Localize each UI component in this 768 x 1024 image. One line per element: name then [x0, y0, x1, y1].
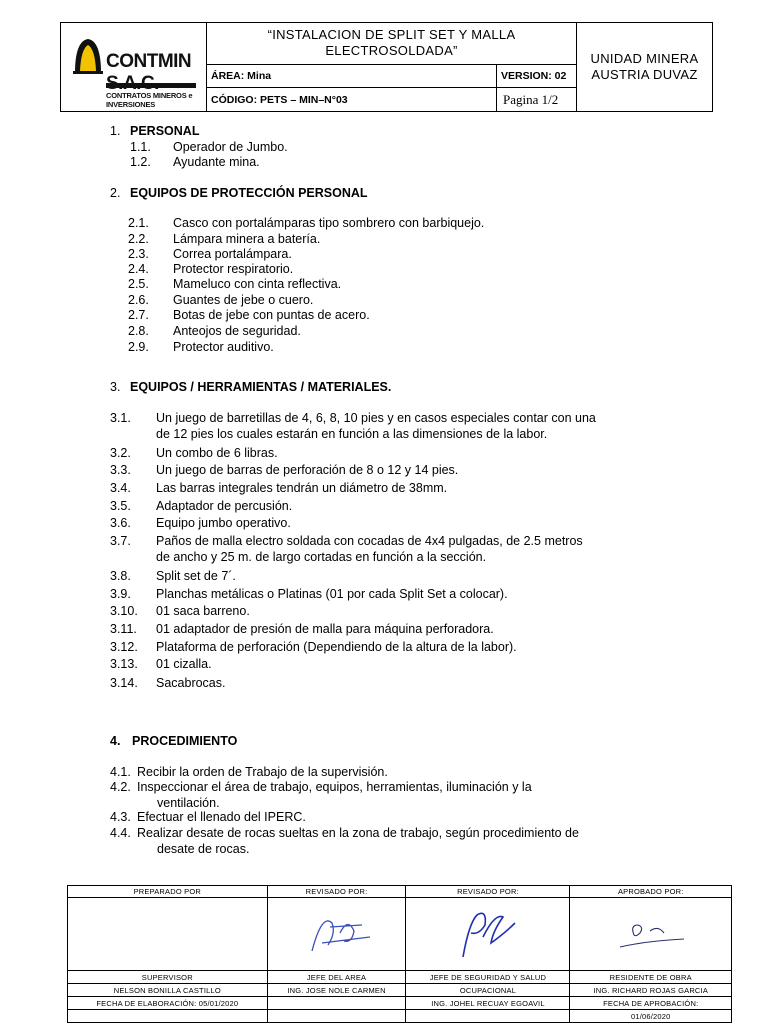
list-item [110, 604, 250, 620]
item-number: 2.2. [128, 232, 149, 246]
section-title: EQUIPOS / HERRAMIENTAS / MATERIALES. [130, 380, 392, 394]
item-number: 3.3. [110, 463, 131, 477]
item-text: Guantes de jebe o cuero. [173, 293, 314, 307]
list-item [110, 780, 658, 811]
list-item [110, 826, 658, 857]
header-prepared: PREPARADO POR [68, 886, 268, 898]
item-number: 3.8. [110, 569, 131, 583]
item-text-cont: desate de rocas. [157, 841, 250, 856]
section-number: 3. [110, 380, 121, 394]
item-text: 01 adaptador de presión de malla para máquina perforadora. [156, 622, 494, 636]
item-text: Paños de malla electro soldada con cocadas de 4x4 pulgadas, de 2.5 metros [156, 534, 583, 548]
role-jefe-area: JEFE DEL AREA [267, 971, 406, 984]
list-item [128, 308, 370, 324]
item-text: Un combo de 6 libras. [156, 446, 278, 460]
header-reviewed-2: REVISADO POR: [406, 886, 570, 898]
list-item [128, 324, 301, 340]
item-number: 2.4. [128, 262, 149, 276]
fecha-aprobacion: 01/06/2020 [570, 1010, 732, 1023]
unit-line-1: UNIDAD MINERA [590, 51, 699, 66]
list-item [110, 569, 236, 585]
list-item [110, 499, 292, 515]
item-text: Lámpara minera a batería. [173, 232, 321, 246]
list-item [110, 446, 278, 462]
item-text: Las barras integrales tendrán un diámetro de 38mm. [156, 481, 448, 495]
item-number: 2.3. [128, 247, 149, 261]
item-number: 1.2. [130, 155, 151, 169]
section-heading-equipos [110, 380, 391, 394]
item-number: 4.3. [110, 810, 131, 824]
item-number: 3.10. [110, 604, 138, 618]
item-number: 2.6. [128, 293, 149, 307]
item-text: Adaptador de percusión. [156, 499, 293, 513]
title-line-1: “INSTALACION DE SPLIT SET Y MALLA [267, 27, 516, 43]
item-text: Botas de jebe con puntas de acero. [173, 308, 370, 322]
blank-cell [267, 997, 406, 1010]
blank-cell [68, 1010, 268, 1023]
item-text: Ayudante mina. [173, 155, 260, 169]
company-name: CONTMIN [106, 51, 192, 72]
version-field: VERSION: 02 [497, 64, 577, 88]
signature-icon [292, 903, 382, 963]
name-jefe-seguridad: ING. JOHEL RECUAY EGOAVIL [406, 997, 570, 1010]
role-jefe-seguridad-2: OCUPACIONAL [406, 984, 570, 997]
item-text-cont: de 12 pies los cuales estarán en función a las dimensiones de la labor. [156, 426, 548, 441]
item-text: Sacabrocas. [156, 676, 226, 690]
item-text: Un juego de barras de perforación de 8 o 12 y 14 pies. [156, 463, 459, 477]
section-title: PROCEDIMIENTO [132, 734, 238, 748]
item-text: Un juego de barretillas de 4, 6, 8, 10 pies y en casos especiales contar con una [156, 411, 596, 425]
item-number: 3.5. [110, 499, 131, 513]
title-line-2: ELECTROSOLDADA” [325, 43, 458, 59]
item-number: 3.2. [110, 446, 131, 460]
list-item [128, 277, 341, 293]
item-text: Casco con portalámparas tipo sombrero con barbiquejo. [173, 216, 485, 230]
name-supervisor: NELSON BONILLA CASTILLO [68, 984, 268, 997]
item-text: 01 saca barreno. [156, 604, 250, 618]
item-text: Operador de Jumbo. [173, 140, 288, 154]
page-number: Pagina 1/2 [497, 88, 577, 112]
list-item [128, 340, 274, 356]
item-text: Efectuar el llenado del IPERC. [137, 810, 306, 824]
list-item [110, 640, 517, 656]
item-number: 3.12. [110, 640, 138, 654]
area-field: ÁREA: Mina [207, 64, 497, 88]
list-item [130, 155, 260, 171]
list-item [128, 216, 484, 232]
list-item [128, 247, 292, 263]
item-text-cont: de ancho y 25 m. de largo cortadas en función a la sección. [156, 549, 487, 564]
item-text: 01 cizalla. [156, 657, 212, 671]
item-number: 3.11. [110, 622, 137, 636]
list-item [110, 411, 660, 442]
list-item [130, 140, 288, 156]
list-item [110, 587, 508, 603]
header-reviewed-1: REVISADO POR: [267, 886, 406, 898]
list-item [110, 810, 306, 826]
section-heading-epp [110, 186, 368, 200]
name-residente: ING. RICHARD ROJAS GARCIA [570, 984, 732, 997]
signature-residente [570, 898, 732, 971]
item-number: 3.7. [110, 534, 131, 548]
item-number: 3.13. [110, 657, 138, 671]
signature-blank [68, 898, 268, 971]
header-approved: APROBADO POR: [570, 886, 732, 898]
item-number: 3.4. [110, 481, 131, 495]
item-number: 1.1. [130, 140, 151, 154]
list-item [110, 516, 291, 532]
company-subtitle: CONTRATOS MINEROS e INVERSIONES [106, 91, 193, 109]
item-text: Recibir la orden de Trabajo de la supervisión. [137, 765, 388, 779]
item-text: Planchas metálicas o Platinas (01 por cada Split Set a colocar). [156, 587, 508, 601]
list-item [110, 481, 447, 497]
list-item [110, 463, 458, 479]
fecha-elaboracion: FECHA DE ELABORACIÓN: 05/01/2020 [68, 997, 268, 1010]
blank-cell [406, 1010, 570, 1023]
list-item [128, 232, 320, 248]
item-text: Protector auditivo. [173, 340, 274, 354]
list-item [128, 262, 293, 278]
item-text-cont: ventilación. [157, 795, 220, 810]
item-number: 4.1. [110, 765, 131, 779]
role-supervisor: SUPERVISOR [68, 971, 268, 984]
list-item [110, 657, 212, 673]
signature-jefe-seguridad [406, 898, 570, 971]
item-text: Equipo jumbo operativo. [156, 516, 291, 530]
item-number: 4.2. [110, 780, 131, 794]
name-jefe-area: ING. JOSE NOLE CARMEN [267, 984, 406, 997]
signature-jefe-area [267, 898, 406, 971]
item-number: 2.5. [128, 277, 149, 291]
item-number: 3.14. [110, 676, 138, 690]
blank-cell [267, 1010, 406, 1023]
item-text: Protector respiratorio. [173, 262, 294, 276]
section-heading-personal [110, 124, 199, 138]
section-number: 2. [110, 186, 121, 200]
item-text: Realizar desate de rocas sueltas en la zona de trabajo, según procedimiento de [137, 826, 579, 840]
item-number: 2.1. [128, 216, 149, 230]
item-text: Correa portalámpara. [173, 247, 292, 261]
list-item [110, 765, 388, 781]
item-number: 3.6. [110, 516, 131, 530]
role-jefe-seguridad: JEFE DE SEGURIDAD Y SALUD [406, 971, 570, 984]
section-heading-procedimiento [110, 734, 237, 748]
signature-table [67, 885, 732, 1023]
section-title: EQUIPOS DE PROTECCIÓN PERSONAL [130, 186, 368, 200]
fecha-aprobacion-label: FECHA DE APROBACIÓN: [570, 997, 732, 1010]
item-number: 2.9. [128, 340, 149, 354]
item-text: Inspeccionar el área de trabajo, equipos, herramientas, iluminación y la [137, 780, 532, 794]
item-text: Split set de 7´. [156, 569, 236, 583]
item-number: 3.9. [110, 587, 131, 601]
section-number: 4. [110, 734, 121, 748]
item-number: 2.7. [128, 308, 149, 322]
item-text: Plataforma de perforación (Dependiendo de la altura de la labor). [156, 640, 517, 654]
unit-line-2: AUSTRIA DUVAZ [591, 67, 698, 82]
list-item [110, 534, 660, 565]
section-title: PERSONAL [130, 124, 200, 138]
item-text: Mameluco con cinta reflectiva. [173, 277, 342, 291]
list-item [110, 676, 225, 692]
signature-icon [443, 903, 533, 963]
signature-icon [606, 903, 696, 963]
code-field: CÓDIGO: PETS – MIN–N°03 [207, 88, 497, 112]
list-item [110, 622, 494, 638]
role-residente: RESIDENTE DE OBRA [570, 971, 732, 984]
item-text: Anteojos de seguridad. [173, 324, 301, 338]
section-number: 1. [110, 124, 121, 138]
list-item [128, 293, 313, 309]
item-number: 2.8. [128, 324, 149, 338]
item-number: 4.4. [110, 826, 131, 840]
item-number: 3.1. [110, 411, 131, 425]
